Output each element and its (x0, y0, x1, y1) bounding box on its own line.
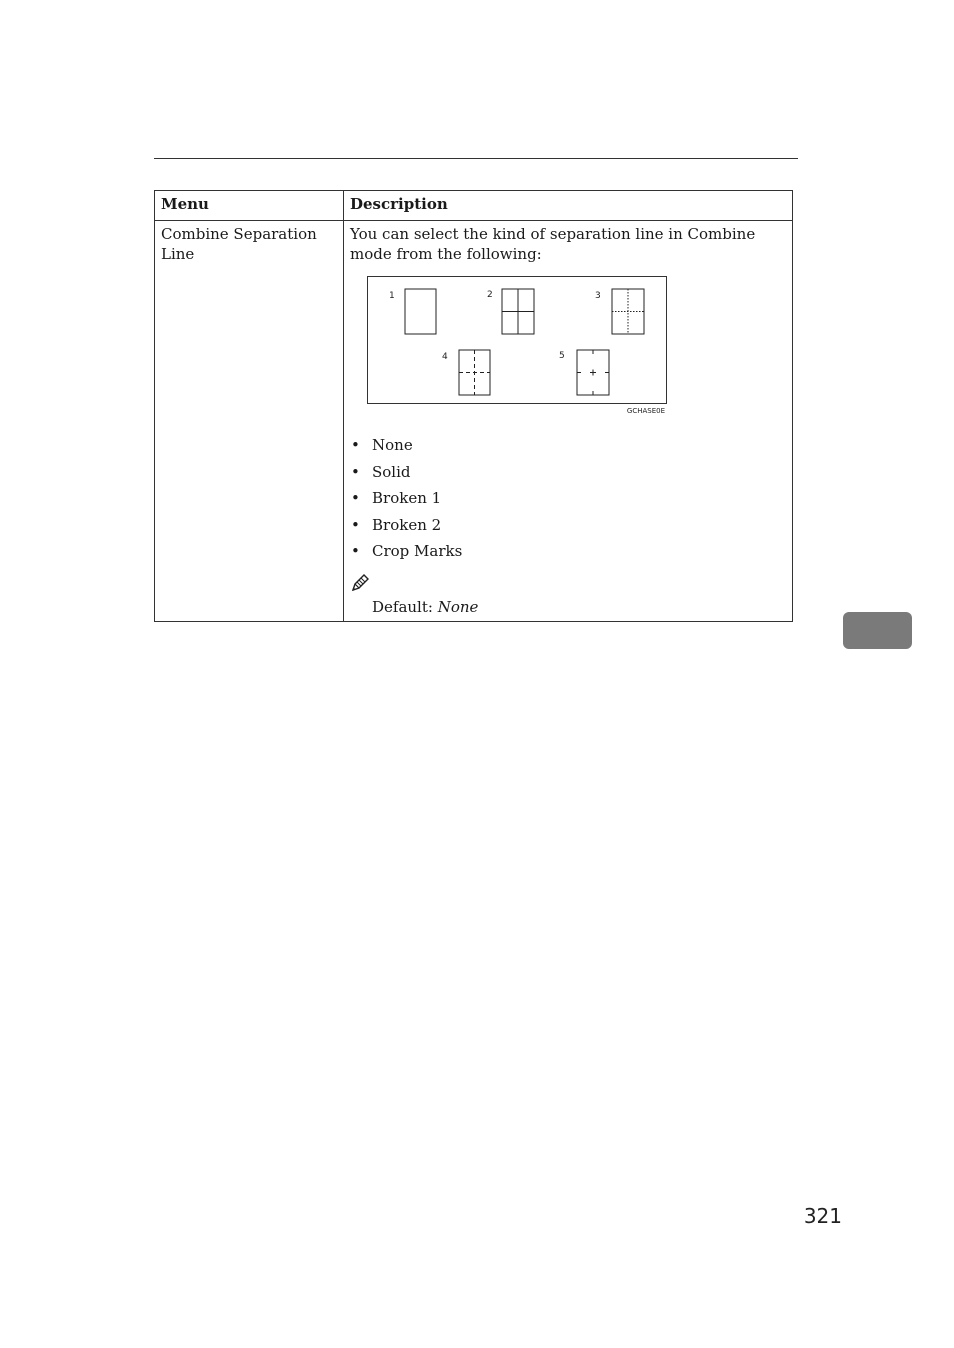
option-crop-marks: Crop Marks (372, 542, 463, 560)
figure-label-1: 1 (389, 291, 395, 301)
sample-none (405, 289, 436, 334)
header-menu: Menu (155, 191, 344, 221)
list-item: • Broken 1 (351, 489, 442, 507)
option-broken-2: Broken 2 (372, 515, 442, 534)
description-cell (344, 221, 793, 622)
figure-code: GCHASE0E (626, 407, 665, 415)
header-rule (154, 158, 798, 159)
separation-line-figure (367, 276, 667, 426)
menu-table (154, 190, 793, 622)
note (350, 573, 786, 617)
figure-label-3: 3 (595, 291, 601, 301)
page-number: 321 (803, 1204, 842, 1228)
description-text: You can select the kind of separation line in Combine mode from the following: (350, 225, 756, 263)
header-description: Description (344, 191, 793, 221)
pencil-note-icon (350, 573, 370, 593)
default-label: Default: (372, 597, 438, 616)
option-broken-1: Broken 1 (372, 489, 442, 507)
default-value: None (437, 597, 479, 616)
menu-cell: Combine Separation Line (155, 221, 344, 622)
option-solid: Solid (372, 462, 411, 481)
default-line (372, 597, 786, 617)
figure-label-4: 4 (442, 352, 448, 362)
list-item: • Crop Marks (351, 542, 463, 560)
figure-label-2: 2 (487, 290, 493, 300)
list-item: • None (351, 436, 413, 454)
figure-frame (368, 277, 667, 404)
table-row (155, 221, 793, 622)
option-list (350, 432, 786, 565)
table-header-row (155, 191, 793, 221)
list-item: • Solid (351, 462, 411, 481)
figure-label-5: 5 (559, 351, 565, 361)
chapter-thumb-tab (843, 612, 912, 649)
list-item: • Broken 2 (351, 515, 442, 534)
option-none: None (372, 436, 413, 454)
separation-line-diagram (367, 276, 667, 421)
